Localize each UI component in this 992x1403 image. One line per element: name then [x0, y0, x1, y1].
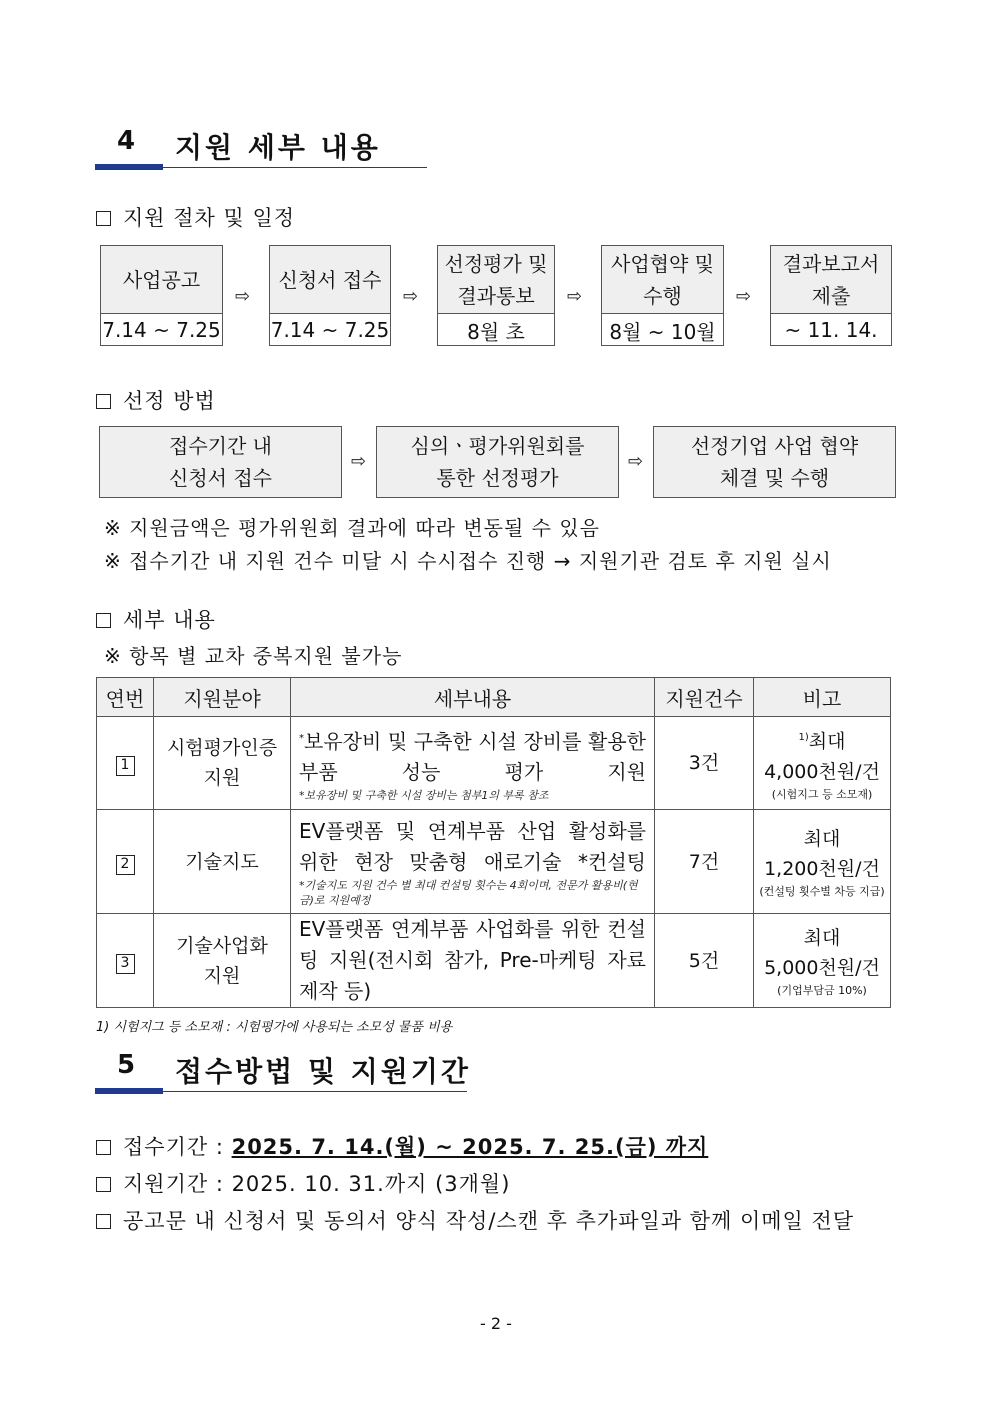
arrow-right-icon: ⇨	[567, 286, 583, 307]
row-content: EV플랫폼 연계부품 사업화를 위한 컨설팅 지원(전시회 참가, Pre-마케팅 자료 제작 등)	[299, 917, 646, 1003]
header-count: 지원건수	[655, 678, 754, 717]
row-remark: 최대 5,000천원/건 (기업부담금 10%)	[754, 914, 891, 1008]
section-underline-thick	[95, 164, 163, 170]
submission-method: 공고문 내 신청서 및 동의서 양식 작성/스캔 후 추가파일과 함께 이메일 전달	[96, 1205, 854, 1235]
row-field: 시험평가인증 지원	[154, 717, 291, 810]
section-4-heading	[95, 126, 427, 170]
procedure-step-label: 사업공고	[101, 246, 222, 314]
section-number: 5	[117, 1050, 136, 1080]
row-field: 기술지도	[154, 810, 291, 914]
procedure-heading: 지원 절차 및 일정	[96, 202, 295, 232]
row-field: 기술사업화 지원	[154, 914, 291, 1008]
detail-table	[96, 677, 891, 1008]
row-remark: $^{1)}$최대 4,000천원/건 (시험지그 등 소모재)	[754, 717, 891, 810]
table-row	[97, 810, 891, 914]
header-remark: 비고	[754, 678, 891, 717]
row-number: 3	[116, 954, 135, 974]
table-header-row	[97, 678, 891, 717]
table-footnote: 1) 시험지그 등 소모재 : 시험평가에 사용되는 소모성 물품 비용	[96, 1020, 453, 1035]
checkbox-square-icon	[96, 211, 111, 226]
row-count: 5건	[655, 914, 754, 1008]
page-number: - 2 -	[480, 1314, 512, 1333]
checkbox-square-icon	[96, 1214, 111, 1229]
row-content: *보유장비 및 구축한 시설 장비를 활용한 부품 성능 평가 지원	[299, 729, 646, 785]
row-number: 1	[116, 756, 135, 776]
section-title: 지원 세부 내용	[175, 131, 381, 164]
detail-heading: 세부 내용	[96, 604, 216, 634]
procedure-step-label: 결과보고서 제출	[771, 246, 891, 314]
procedure-step-date: ~ 11. 14.	[784, 318, 878, 342]
arrow-right-icon: ⇨	[351, 451, 367, 472]
reception-period-value: 2025. 7. 14.(월) ~ 2025. 7. 25.(금) 까지	[231, 1135, 709, 1159]
row-remark: 최대 1,200천원/건 (컨설팅 횟수별 차등 지급)	[754, 810, 891, 914]
procedure-step-box	[770, 245, 892, 346]
procedure-step-label: 신청서 접수	[270, 246, 390, 314]
selection-step-box: 심의ㆍ평가위원회를 통한 선정평가	[376, 426, 619, 498]
table-row	[97, 914, 891, 1008]
support-period: 지원기간 : 2025. 10. 31.까지 (3개월)	[96, 1168, 510, 1198]
procedure-step-box	[100, 245, 223, 346]
procedure-step-label: 사업협약 및 수행	[602, 246, 723, 314]
procedure-step-box	[437, 245, 555, 346]
row-count: 3건	[655, 717, 754, 810]
procedure-step-box	[601, 245, 724, 346]
row-number: 2	[116, 855, 135, 875]
reception-period: 접수기간 : 2025. 7. 14.(월) ~ 2025. 7. 25.(금) 까지	[96, 1131, 708, 1161]
header-content: 세부내용	[291, 678, 655, 717]
section-underline-thick	[95, 1088, 163, 1094]
checkbox-square-icon	[96, 1177, 111, 1192]
arrow-right-icon: ⇨	[736, 286, 752, 307]
table-row	[97, 717, 891, 810]
arrow-right-icon: ⇨	[628, 451, 644, 472]
row-content-note: *보유장비 및 구축한 시설 장비는 첨부1의 부록 참조	[299, 789, 549, 803]
section-number: 4	[117, 126, 136, 156]
procedure-step-date: 8월 초	[467, 319, 525, 344]
checkbox-square-icon	[96, 394, 111, 409]
arrow-right-icon: ⇨	[403, 286, 419, 307]
checkbox-square-icon	[96, 613, 111, 628]
arrow-right-icon: ⇨	[235, 286, 251, 307]
procedure-step-date: 8월 ~ 10월	[609, 319, 716, 344]
procedure-step-date: 7.14 ~ 7.25	[270, 318, 390, 342]
procedure-step-label: 선정평가 및 결과통보	[438, 246, 554, 314]
header-no: 연번	[97, 678, 154, 717]
header-field: 지원분야	[154, 678, 291, 717]
procedure-step-date: 7.14 ~ 7.25	[102, 318, 221, 342]
section-5-heading	[95, 1050, 471, 1094]
selection-step-box: 접수기간 내 신청서 접수	[99, 426, 342, 498]
detail-note: ※ 항목 별 교차 중복지원 불가능	[104, 644, 403, 668]
section-underline-thin	[163, 1091, 467, 1092]
note-1: ※ 지원금액은 평가위원회 결과에 따라 변동될 수 있음	[104, 516, 600, 540]
procedure-step-box	[269, 245, 391, 346]
note-2: ※ 접수기간 내 지원 건수 미달 시 수시접수 진행 → 지원기관 검토 후 지원 실시	[104, 549, 832, 573]
row-count: 7건	[655, 810, 754, 914]
checkbox-square-icon	[96, 1140, 111, 1155]
row-content-note: *기술지도 지원 건수 별 최대 컨설팅 횟수는 4회이며, 전문가 활용비(현금)로 지원예정	[299, 878, 638, 907]
section-underline-thin	[163, 167, 427, 168]
section-title: 접수방법 및 지원기간	[175, 1055, 471, 1088]
selection-step-box: 선정기업 사업 협약 체결 및 수행	[653, 426, 896, 498]
row-content: EV플랫폼 및 연계부품 산업 활성화를 위한 현장 맞춤형 애로기술 *컨설팅	[299, 818, 646, 874]
selection-heading: 선정 방법	[96, 385, 216, 415]
